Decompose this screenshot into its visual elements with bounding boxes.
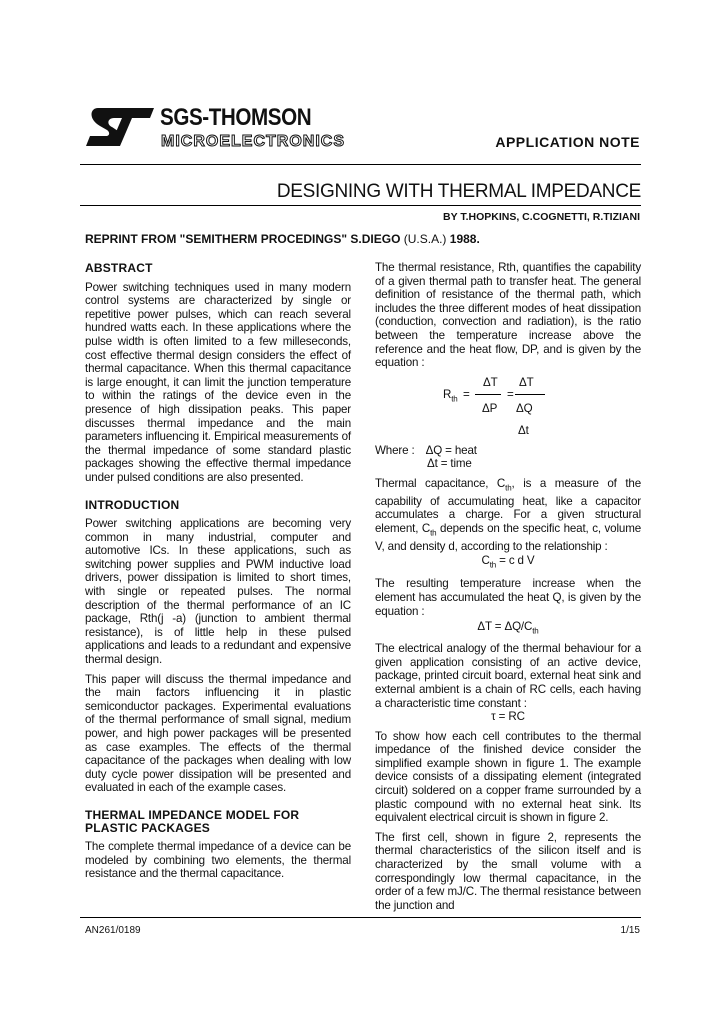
figure-example-paragraph: To show how each cell contributes to the thermal impedance of the finished device consider the simplified example shown in figure 1. The example device consists of a dissipating element (integrated circuit) soldered on a copper frame surrounded by a plastic compound with no external heat sink. Its equivalent electrical circuit is shown in figure 2. [375,729,641,825]
left-column [85,262,351,887]
abstract-text: Power switching techniques used in many modern control systems are characterized by single or repetitive power pulses, which can reach several hundred watts each. In these applications where the pulse width is often limited to a few milleseconds, cost effective thermal design considers the effect of thermal capacitance. When this thermal capacitance is large enought, it can limit the junction temperature to within the ratings of the device even in the presence of high dissipation peaks. This paper discusses thermal impedance and the main parameters influencing it. Empirical measurements of the thermal impedance of some standard plastic packages showing the effective thermal impedance under pulsed conditions are also presented. [85,280,351,484]
model-heading [85,809,351,835]
model-heading-line-2: PLASTIC PACKAGES [85,820,210,835]
right-column [375,261,641,918]
temperature-equation: $\Delta T = \Delta Q/C_{th}$ [477,620,539,636]
thermal-capacitance-paragraph: Thermal capacitance, $C_{th}$, is a measure of the capability of accumulating heat, like a capacitor accumulates a charge. For a given structural element, $C_{th}$ depends on the specific heat, c, volume V, and density d, according to the relationship : [375,476,642,553]
first-cell-paragraph: The first cell, shown in figure 2, represents the thermal characteristics of the silicon itself and is characterized by the small volume with a correspondingly low thermal capacitance, in the order of a few mJ/C. The thermal resistance between the junction and [375,830,641,912]
time-constant-equation: τ = RC [491,710,525,724]
header-rule [80,164,641,165]
eq-numerator-2: ΔT [519,375,534,389]
document-type: APPLICATION NOTE [495,134,640,150]
model-paragraph-1: The complete thermal impedance of a device can be modeled by combining two elements, the thermal resistance and the thermal capacitance. [85,839,351,881]
eq-denominator-2b: Δt [518,423,529,437]
thermal-resistance-paragraph: The thermal resistance, Rth, quantifies the capability of a given thermal path to transfer heat. The general definition of resistance of the thermal path, which includes the three different modes of heat dissipation (conduction, convection and radiation), is the ratio between the temperature increase above the reference and the heat flow, DP, and is given by the equation : [375,261,641,370]
page-title: DESIGNING WITH THERMAL IMPEDANCE [276,181,641,202]
document-code: AN261/0189 [85,925,141,936]
fraction-bar-1 [475,394,501,395]
reprint-source: REPRINT FROM "SEMITHERM PROCEDINGS" S.DIEGO [85,232,401,246]
where-heat: ΔQ = heat [425,443,477,457]
abstract-heading: ABSTRACT [85,261,153,275]
electrical-analogy-paragraph: The electrical analogy of the thermal behaviour for a given application consisting of an active device, package, printed circuit board, external heat sink and external ambient is a chain of RC cells, each having a characteristic time constant : [375,642,641,710]
introduction-heading: INTRODUCTION [85,497,180,512]
title-rule [80,205,641,206]
eq-sign-1: = [463,387,470,401]
introduction-paragraph-1: Power switching applications are becoming very common in many industrial, computer and automotive ICs. In these applications, such as switching power supplies and PWM inductive load drivers, power dissipation is limited to short times, with single or repeated pulses. The normal description of the thermal performance of an IC package, Rth(j -a) (junction to ambient thermal resistance), is of little help in these pulsed applications and leads to a redundant and expensive thermal design. [85,517,351,667]
introduction-paragraph-2: This paper will discuss the thermal impedance and the main factors influencing it in plastic semiconductor packages. Experimental evaluations of the thermal performance of small signal, medium power, and high power packages will be presented as case examples. The effects of the thermal capacitance of the packages when dealing with low duty cycle power dissipation will be presented and evaluated in each of the example cases. [85,672,351,795]
brand-name: SGS-THOMSON [160,104,312,131]
reprint-year: 1988. [449,232,480,246]
eq-sign-2: = [507,387,514,401]
where-block [375,444,641,471]
eq-numerator-1: ΔT [483,375,498,389]
st-logo-icon [84,104,156,150]
authors: BY T.HOPKINS, C.COGNETTI, R.TIZIANI [443,211,640,223]
fraction-bar-2 [515,394,545,395]
reprint-line [85,232,480,246]
brand-subtitle: MICROELECTRONICS [161,133,345,150]
eq-denominator-1: ΔP [482,401,498,415]
model-heading-line-1: THERMAL IMPEDANCE MODEL FOR [85,807,300,822]
thermal-resistance-equation [375,372,641,437]
where-time: Δt = time [427,457,472,471]
eq-denominator-2: ΔQ [516,401,533,415]
page-number: 1/15 [620,925,640,936]
reprint-country: (U.S.A.) [403,232,447,246]
temperature-increase-paragraph: The resulting temperature increase when the element has accumulated the heat Q, is given by the equation : [375,577,641,618]
capacitance-equation: $C_{th} = c$ d V [481,553,535,569]
eq-lhs: $R_{th}$ [443,387,458,404]
footer-rule [80,917,641,918]
where-label: Where : [375,443,415,457]
